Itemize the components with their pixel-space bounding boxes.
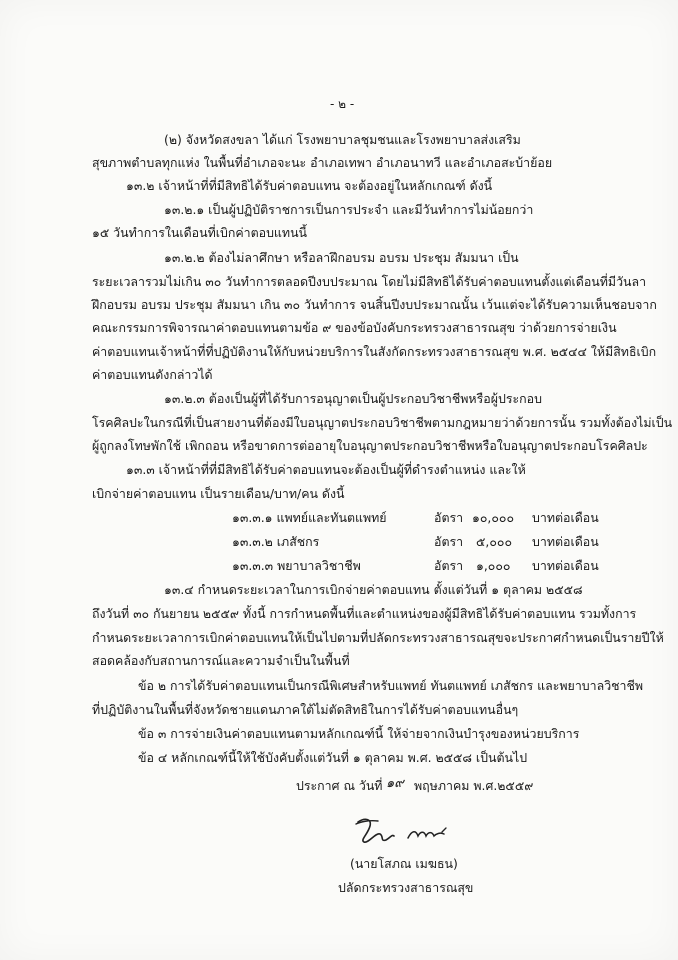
- paragraph-line: ผู้ถูกลงโทษพักใช้ เพิกถอน หรือขาดการต่ออายุใบอนุญาตประกอบวิชาชีพหรือใบอนุญาตประกอบโรคศิลปะ: [92, 438, 648, 453]
- rate-label: อัตรา: [434, 510, 464, 525]
- paragraph-line: คณะกรรมการพิจารณาค่าตอบแทนตามข้อ ๙ ของข้อบังคับกระทรวงสาธารณสุข ว่าด้วยการจ่ายเงิน: [92, 320, 617, 335]
- paragraph-line: ๑๓.๒.๑ เป็นผู้ปฏิบัติราชการเป็นการประจำ และมีวันทำการไม่น้อยกว่า: [164, 202, 534, 217]
- announcement-month-year: พฤษภาคม พ.ศ.๒๕๕๙: [414, 778, 534, 793]
- paragraph-line: ๑๓.๒ เจ้าหน้าที่ที่มีสิทธิได้รับค่าตอบแทน จะต้องอยู่ในหลักเกณฑ์ ดังนี้: [126, 178, 493, 193]
- signature-image: [350, 812, 470, 848]
- paragraph-line: เบิกจ่ายค่าตอบแทน เป็นรายเดือน/บาท/คน ดังนี้: [92, 486, 345, 501]
- rate-unit: บาทต่อเดือน: [532, 534, 599, 549]
- announcement-prefix: ประกาศ ณ วันที่: [296, 778, 383, 793]
- paragraph-line: ๑๓.๓ เจ้าหน้าที่ที่มีสิทธิได้รับค่าตอบแทนจะต้องเป็นผู้ที่ดำรงตำแหน่ง และให้: [126, 462, 526, 477]
- paragraph-line: ๑๓.๒.๒ ต้องไม่ลาศึกษา หรือลาฝึกอบรม อบรม ประชุม สัมมนา เป็น: [164, 250, 519, 265]
- paragraph-line: (๒) จังหวัดสงขลา ได้แก่ โรงพยาบาลชุมชนและโรงพยาบาลส่งเสริม: [164, 132, 521, 147]
- paragraph-line: ค่าตอบแทนดังกล่าวได้: [92, 367, 213, 382]
- paragraph-line: ค่าตอบแทนเจ้าหน้าที่ที่ปฏิบัติงานให้กับหน่วยบริการในสังกัดกระทรวงสาธารณสุข พ.ศ. ๒๕๔๔ ให้มีสิทธิเบิก: [92, 344, 657, 359]
- paragraph-line: สุขภาพตำบลทุกแห่ง ในพื้นที่อำเภอจะนะ อำเภอเทพา อำเภอนาทวี และอำเภอสะบ้าย้อย: [92, 155, 553, 170]
- paragraph-line: ระยะเวลารวมไม่เกิน ๓๐ วันทำการตลอดปีงบประมาณ โดยไม่มีสิทธิได้รับค่าตอบแทนตั้งแต่เดือนที่มีวันลา: [92, 274, 647, 289]
- paragraph-line: กำหนดระยะเวลาการเบิกค่าตอบแทนให้เป็นไปตามที่ปลัดกระทรวงสาธารณสุขจะประกาศกำหนดเป็นรายปีให้: [92, 630, 664, 645]
- paragraph-line: ข้อ ๓ การจ่ายเงินค่าตอบแทนตามหลักเกณฑ์นี้ ให้จ่ายจากเงินบำรุงของหน่วยบริการ: [138, 726, 580, 741]
- signer-title: ปลัดกระทรวงสาธารณสุข: [338, 880, 474, 895]
- paragraph-line: ข้อ ๒ การได้รับค่าตอบแทนเป็นกรณีพิเศษสำหรับแพทย์ ทันตแพทย์ เภสัชกร และพยาบาลวิชาชีพ: [138, 678, 644, 693]
- paragraph-line: ข้อ ๔ หลักเกณฑ์นี้ให้ใช้บังคับตั้งแต่วันที่ ๑ ตุลาคม พ.ศ. ๒๕๕๘ เป็นต้นไป: [138, 750, 528, 765]
- rate-name: ๑๓.๓.๓ พยาบาลวิชาชีพ: [232, 558, 361, 573]
- rate-amount: ๑,๐๐๐: [476, 558, 511, 573]
- rate-unit: บาทต่อเดือน: [532, 510, 599, 525]
- rate-amount: ๑๐,๐๐๐: [472, 510, 515, 525]
- paragraph-line: ถึงวันที่ ๓๐ กันยายน ๒๕๕๙ ทั้งนี้ การกำหนดพื้นที่และตำแหน่งของผู้มีสิทธิได้รับค่าตอบแทน รวมทั้งการ: [92, 606, 637, 621]
- paragraph-line: ๑๕ วันทำการในเดือนที่เบิกค่าตอบแทนนี้: [92, 225, 308, 240]
- rate-name: ๑๓.๓.๑ แพทย์และทันตแพทย์: [232, 510, 387, 525]
- paragraph-line: โรคศิลปะในกรณีที่เป็นสายงานที่ต้องมีใบอนุญาตประกอบวิชาชีพตามกฎหมายว่าด้วยการนั้น รวมทั้งต้องไม่เป็น: [92, 415, 673, 430]
- rate-name: ๑๓.๓.๒ เภสัชกร: [232, 534, 320, 549]
- paragraph-line: ๑๓.๒.๓ ต้องเป็นผู้ที่ได้รับการอนุญาตเป็นผู้ประกอบวิชาชีพหรือผู้ประกอบ: [164, 391, 542, 406]
- rate-label: อัตรา: [434, 558, 464, 573]
- paragraph-line: สอดคล้องกับสถานการณ์และความจำเป็นในพื้นที่: [92, 653, 350, 668]
- paragraph-line: ๑๓.๔ กำหนดระยะเวลาในการเบิกจ่ายค่าตอบแทน ตั้งแต่วันที่ ๑ ตุลาคม ๒๕๕๘: [164, 582, 583, 597]
- paragraph-line: ฝึกอบรม อบรม ประชุม สัมมนา เกิน ๓๐ วันทำการ จนสิ้นปีงบประมาณนั้น เว้นแต่จะได้รับความเห็นชอบจาก: [92, 297, 657, 312]
- page-number: - ๒ -: [330, 97, 355, 111]
- signer-name: (นายโสภณ เมฆธน): [350, 856, 458, 871]
- paragraph-line: ที่ปฏิบัติงานในพื้นที่จังหวัดชายแดนภาคใต้ไม่ตัดสิทธิในการได้รับค่าตอบแทนอื่นๆ: [92, 702, 519, 717]
- rate-amount: ๕,๐๐๐: [476, 534, 513, 549]
- announcement-day: ๑๙: [386, 776, 404, 791]
- rate-unit: บาทต่อเดือน: [532, 558, 599, 573]
- rate-label: อัตรา: [434, 534, 464, 549]
